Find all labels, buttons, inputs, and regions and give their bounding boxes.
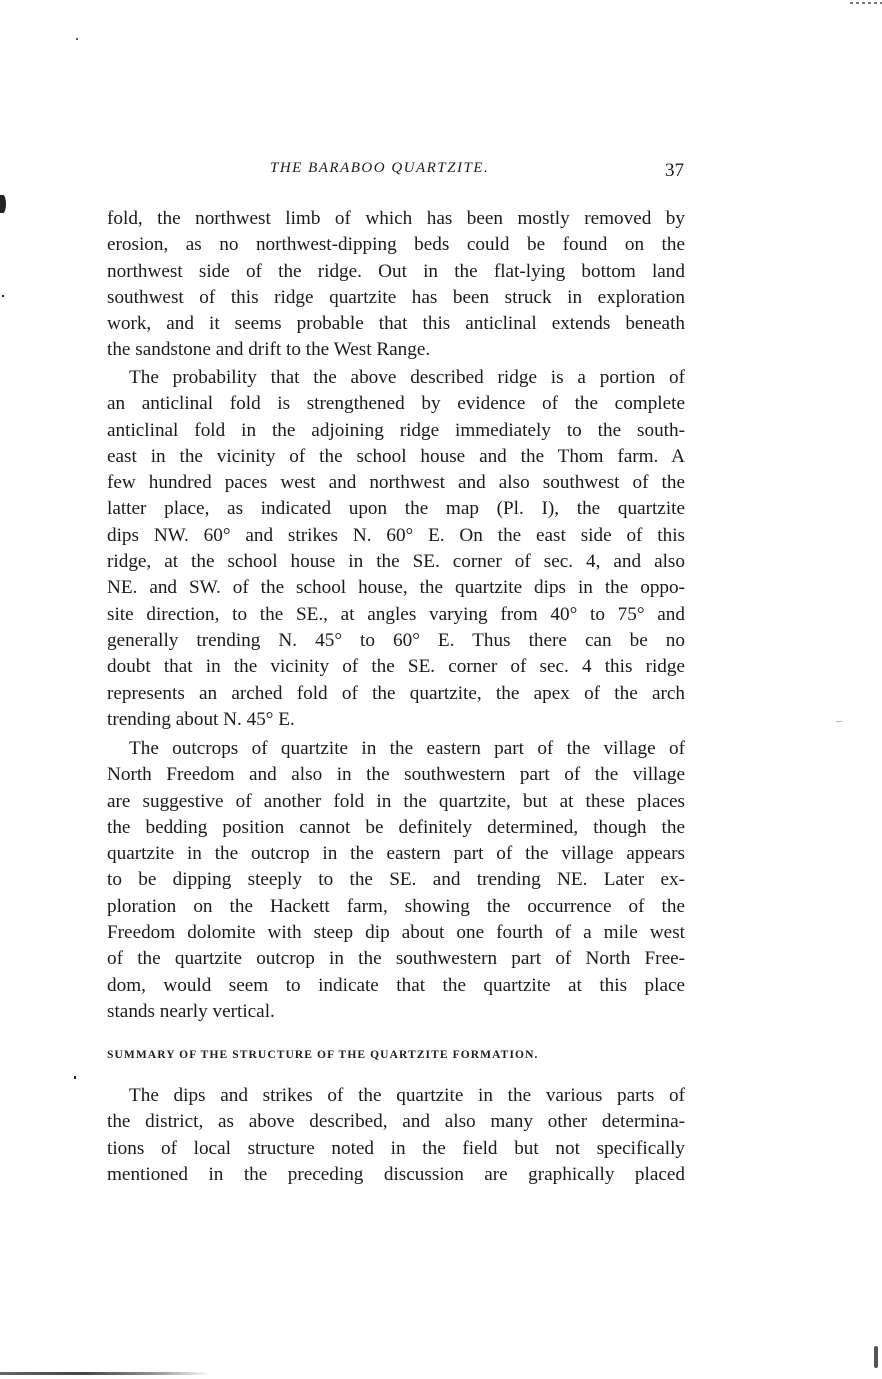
text-line: work, and it seems probable that this anticlinal extends beneath xyxy=(107,313,685,335)
text-line: quartzite in the outcrop in the eastern part of the village appears xyxy=(107,843,685,865)
page-number: 37 xyxy=(665,160,684,181)
text-line: site direction, to the SE., at angles varying from 40° to 75° and xyxy=(107,603,685,625)
text-line: northwest side of the ridge. Out in the flat-lying bottom land xyxy=(107,260,685,282)
text-line: east in the vicinity of the school house and the Thom farm. A xyxy=(107,445,685,467)
scan-speck xyxy=(2,295,4,297)
text-line: southwest of this ridge quartzite has been struck in exploration xyxy=(107,286,685,308)
text-line: anticlinal fold in the adjoining ridge immediately to the south- xyxy=(107,419,685,441)
text-line: Freedom dolomite with steep dip about one fourth of a mile west xyxy=(107,922,685,944)
text-line: generally trending N. 45° to 60° E. Thus there can be no xyxy=(107,629,685,651)
scan-speck xyxy=(76,38,78,40)
paragraph-2 xyxy=(107,365,685,733)
text-line: are suggestive of another fold in the quartzite, but at these places xyxy=(107,790,685,812)
text-line: trending about N. 45° E. xyxy=(107,708,295,730)
scan-edge-mark xyxy=(850,2,882,4)
paragraph-3 xyxy=(107,736,685,1025)
scan-speck xyxy=(74,1076,76,1079)
text-line: North Freedom and also in the southwestern part of the village xyxy=(107,764,685,786)
text-line: tions of local structure noted in the field but not specifically xyxy=(107,1137,685,1159)
text-line: erosion, as no northwest-dipping beds could be found on the xyxy=(107,234,685,256)
text-line: mentioned in the preceding discussion are graphically placed xyxy=(107,1163,685,1185)
text-line: doubt that in the vicinity of the SE. corner of sec. 4 this ridge xyxy=(107,656,685,678)
paragraph-1 xyxy=(107,206,685,364)
text-line: The outcrops of quartzite in the eastern part of the village of xyxy=(129,738,685,759)
text-line: ridge, at the school house in the SE. corner of sec. 4, and also xyxy=(107,551,685,573)
text-line: NE. and SW. of the school house, the quartzite dips in the oppo- xyxy=(107,577,685,599)
text-line: an anticlinal fold is strengthened by evidence of the complete xyxy=(107,393,685,415)
text-line: The dips and strikes of the quartzite in the various parts of xyxy=(129,1085,685,1106)
text-line: the sandstone and drift to the West Range. xyxy=(107,339,431,361)
text-line: fold, the northwest limb of which has been mostly removed by xyxy=(107,208,685,229)
text-line: few hundred paces west and northwest and also southwest of the xyxy=(107,472,685,494)
paragraph-4 xyxy=(107,1083,685,1188)
text-line: latter place, as indicated upon the map (Pl. I), the quartzite xyxy=(107,498,685,520)
text-line: dom, would seem to indicate that the quartzite at this place xyxy=(107,974,685,996)
text-line: stands nearly vertical. xyxy=(107,1000,275,1022)
text-line: ploration on the Hackett farm, showing the occurrence of the xyxy=(107,895,685,917)
text-line: of the quartzite outcrop in the southwestern part of North Free- xyxy=(107,948,685,970)
text-line: the district, as above described, and also many other determina- xyxy=(107,1111,685,1133)
running-title: THE BARABOO QUARTZITE. xyxy=(270,160,490,176)
scan-speck xyxy=(836,721,842,722)
scan-edge-mark xyxy=(0,195,6,213)
running-header xyxy=(270,160,690,184)
text-line: the bedding position cannot be definitely determined, though the xyxy=(107,816,685,838)
text-line: The probability that the above described ridge is a portion of xyxy=(129,367,685,388)
section-heading: SUMMARY OF THE STRUCTURE OF THE QUARTZITE FORMATION. xyxy=(107,1049,539,1061)
scan-edge-mark xyxy=(874,1346,878,1368)
text-line: to be dipping steeply to the SE. and trending NE. Later ex- xyxy=(107,869,685,891)
text-line: represents an arched fold of the quartzite, the apex of the arch xyxy=(107,682,685,704)
text-line: dips NW. 60° and strikes N. 60° E. On the east side of this xyxy=(107,524,685,546)
scan-edge-mark xyxy=(0,1372,210,1375)
